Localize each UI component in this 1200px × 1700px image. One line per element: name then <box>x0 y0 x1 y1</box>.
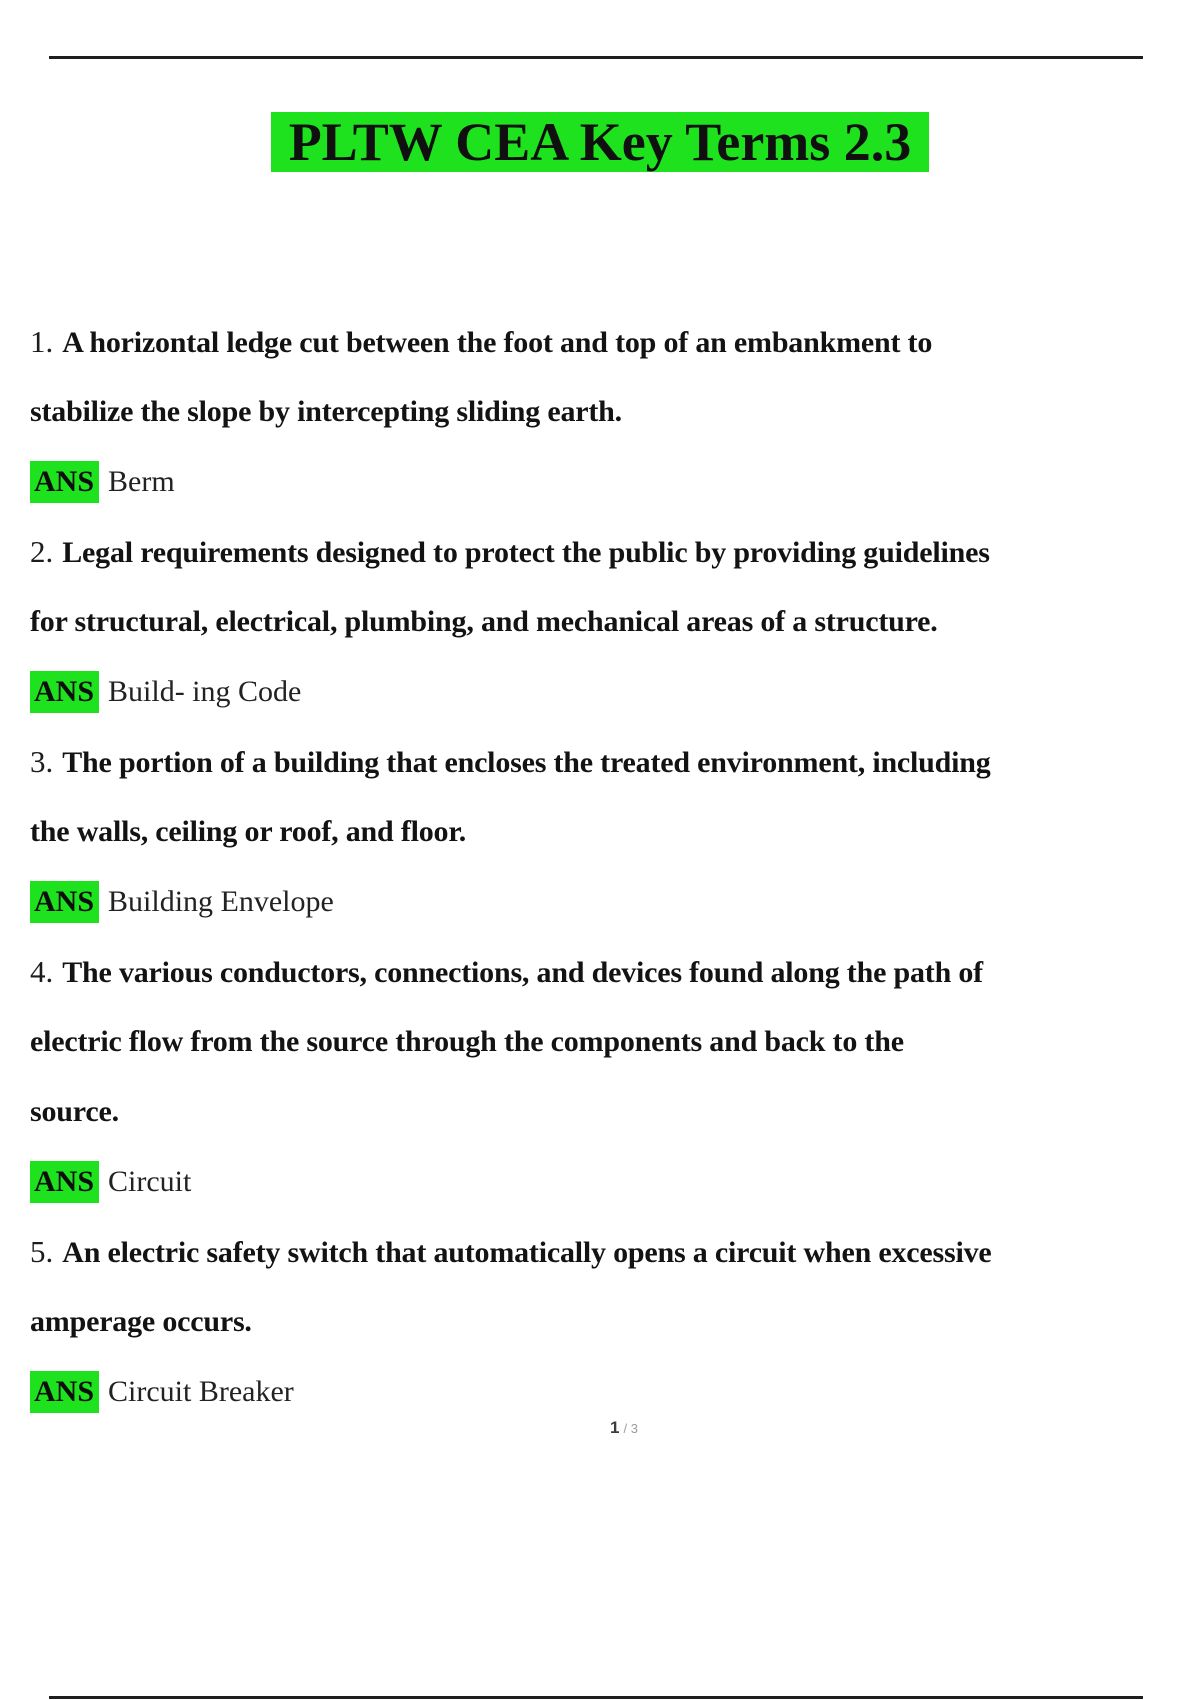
question-line <box>30 1007 1200 1077</box>
answer-highlight-label: ANS <box>30 461 99 503</box>
bottom-divider-rule <box>49 1696 1143 1699</box>
question-line <box>30 1287 1200 1357</box>
key-terms-list <box>30 307 1200 1427</box>
question-text: The various conductors, connections, and devices found along the path of <box>62 956 983 989</box>
question-text: amperage occurs. <box>30 1305 252 1338</box>
question-number: 3. <box>30 744 54 779</box>
question-line <box>30 517 1200 587</box>
page-number-total: / 3 <box>623 1421 638 1436</box>
page-number-current: 1 <box>610 1418 620 1437</box>
question-line <box>30 377 1200 447</box>
question-text: Legal requirements designed to protect the public by providing guidelines <box>62 536 990 569</box>
question-line <box>30 797 1200 867</box>
answer-highlight-label: ANS <box>30 1161 99 1203</box>
answer-text: Building Envelope <box>108 885 334 918</box>
question-text: The portion of a building that encloses the treated environment, including <box>62 746 991 779</box>
question-line <box>30 1077 1200 1147</box>
page-footer <box>24 1418 1200 1438</box>
question-number: 5. <box>30 1234 54 1269</box>
answer-text: Berm <box>108 465 175 498</box>
question-line <box>30 587 1200 657</box>
answer-text: Build- ing Code <box>108 675 302 708</box>
question-text: electric flow from the source through the components and back to the <box>30 1025 904 1058</box>
question-text: for structural, electrical, plumbing, and mechanical areas of a structure. <box>30 605 938 638</box>
question-line <box>30 727 1200 797</box>
question-text: stabilize the slope by intercepting sliding earth. <box>30 395 622 428</box>
question-number: 2. <box>30 534 54 569</box>
question-number: 4. <box>30 954 54 989</box>
answer-highlight-label: ANS <box>30 671 99 713</box>
answer-line <box>30 1147 1200 1217</box>
question-text: source. <box>30 1095 119 1128</box>
page-title: PLTW CEA Key Terms 2.3 <box>271 112 930 172</box>
question-text: An electric safety switch that automatically opens a circuit when excessive <box>62 1236 992 1269</box>
question-line <box>30 1217 1200 1287</box>
answer-highlight-label: ANS <box>30 1371 99 1413</box>
top-divider-rule <box>49 56 1143 59</box>
answer-line <box>30 657 1200 727</box>
question-line <box>30 937 1200 1007</box>
answer-text: Circuit <box>108 1165 192 1198</box>
answer-text: Circuit Breaker <box>108 1375 294 1408</box>
question-text: A horizontal ledge cut between the foot and top of an embankment to <box>62 326 933 359</box>
answer-line <box>30 447 1200 517</box>
answer-line <box>30 867 1200 937</box>
question-line <box>30 307 1200 377</box>
question-text: the walls, ceiling or roof, and floor. <box>30 815 467 848</box>
answer-line <box>30 1357 1200 1427</box>
answer-highlight-label: ANS <box>30 881 99 923</box>
title-row <box>0 112 1200 172</box>
question-number: 1. <box>30 324 54 359</box>
